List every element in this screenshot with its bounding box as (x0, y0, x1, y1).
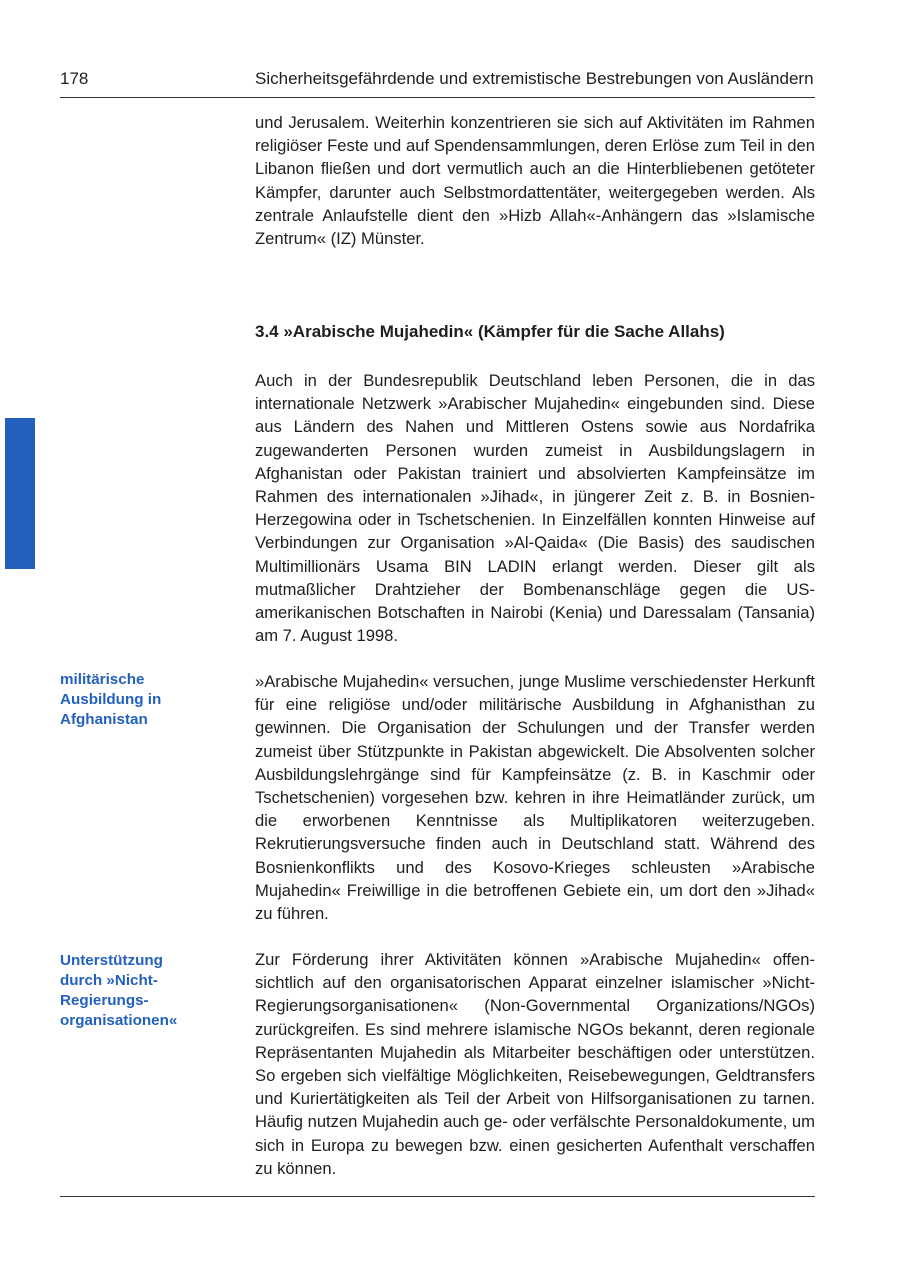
running-head-title: Sicherheitsgefährdende und extremistische Bestrebungen von Ausländern (255, 69, 814, 88)
body-paragraph-continuation: und Jerusalem. Weiterhin konzentrieren sie sich auf Aktivitäten im Rahmen religiöser Feste und auf Spendensammlungen, deren Erlöse zum Teil in den Libanon fließen und dort vermutlich auch an die Hinterbliebenen getöteter Kämpfer, darunter auch Selbstmordattentäter, weitergegeben werden. Als zentrale Anlaufstelle dient den »Hizb Allah«-Anhängern das »Islamische Zentrum« (IZ) Münster. (255, 113, 815, 249)
chapter-tab-marker (5, 418, 35, 569)
margin-note-ngo-support: Unterstützung durch »Nicht- Regierungs- organisationen« (60, 952, 178, 1029)
body-paragraph-training: »Arabische Mujahedin« versuchen, junge Muslime verschiedenster Herkunft für eine religiöse und/oder militärische Ausbildung in Afghanisthan zu gewinnen. Die Organisation der Schulungen und der Transfer werden zumeist über Stützpunkte in Pakistan abgewickelt. Die Absolventen solcher Ausbildungslehrgänge sind für Kampfeinsätze (z. B. in Kaschmir oder Tschetschenien) vorgesehen bzw. kehren in ihre Heimatländer zurück, um die erworbenen Kenntnisse als Multiplikatoren weiterzugeben. Rekrutierungsversuche finden auch in Deutschland statt. Während des Bosnienkonflikts und des Kosovo-Krieges schleusten »Arabische Mujahedin« Freiwillige in die betroffenen Gebiete ein, um dort den »Jihad« zu führen. (255, 672, 815, 924)
footer-divider (60, 1196, 815, 1197)
margin-note-training: militärische Ausbildung in Afghanistan (60, 671, 162, 728)
body-paragraph-intro: Auch in der Bundesrepublik Deutschland leben Personen, die in das internationale Netzwerk »Arabischer Mujahedin« eingebunden sind. Diese aus Ländern des Nahen und Mittleren Ostens sowie aus Nordafrika zugewanderten Personen wurden zumeist in Ausbildungslagern in Afghanistan oder Pakistan trainiert und absolvierten Kampfeinsätze im Rahmen des internationalen »Jihad«, in jüngerer Zeit z. B. in Bosnien-Herzegowina oder in Tschetschenien. In Einzelfällen konnten Hinweise auf Verbindungen zur Organisation »Al-Qaida« (Die Basis) des saudischen Multimillionärs Usama BIN LADIN erlangt werden. Dieser gilt als mutmaßlicher Drahtzieher der Bombenanschläge gegen die US-amerikanischen Botschaften in Nairobi (Kenia) und Daressalam (Tansania) am 7. August 1998. (255, 371, 815, 646)
section-heading: 3.4 »Arabische Mujahedin« (Kämpfer für die Sache Allahs) (255, 322, 725, 341)
body-paragraph-ngo-support: Zur Förderung ihrer Aktivitäten können »Arabische Mujahedin« offensichtlich auf den organisatorischen Apparat einzelner islamischer »Nicht-Regierungsorganisationen« (Non-Governmental Organizations/NGOs) zurückgreifen. Es sind mehrere islamische NGOs bekannt, deren regionale Repräsentanten Mujahedin als Mitarbeiter beschäftigen oder unterstützen. So ergeben sich vielfältige Möglichkeiten, Reisebewegungen, Geldtransfers und Kuriertätigkeiten als Teil der Arbeit von Hilfsorganisationen zu tarnen. Häufig nutzen Mujahedin auch ge- oder verfälschte Personaldokumente, um sich in Europa zu bewegen bzw. einen gesicherten Aufenthalt verschaffen zu können. (255, 950, 815, 1178)
page-number: 178 (60, 69, 89, 88)
header-divider (60, 97, 815, 98)
